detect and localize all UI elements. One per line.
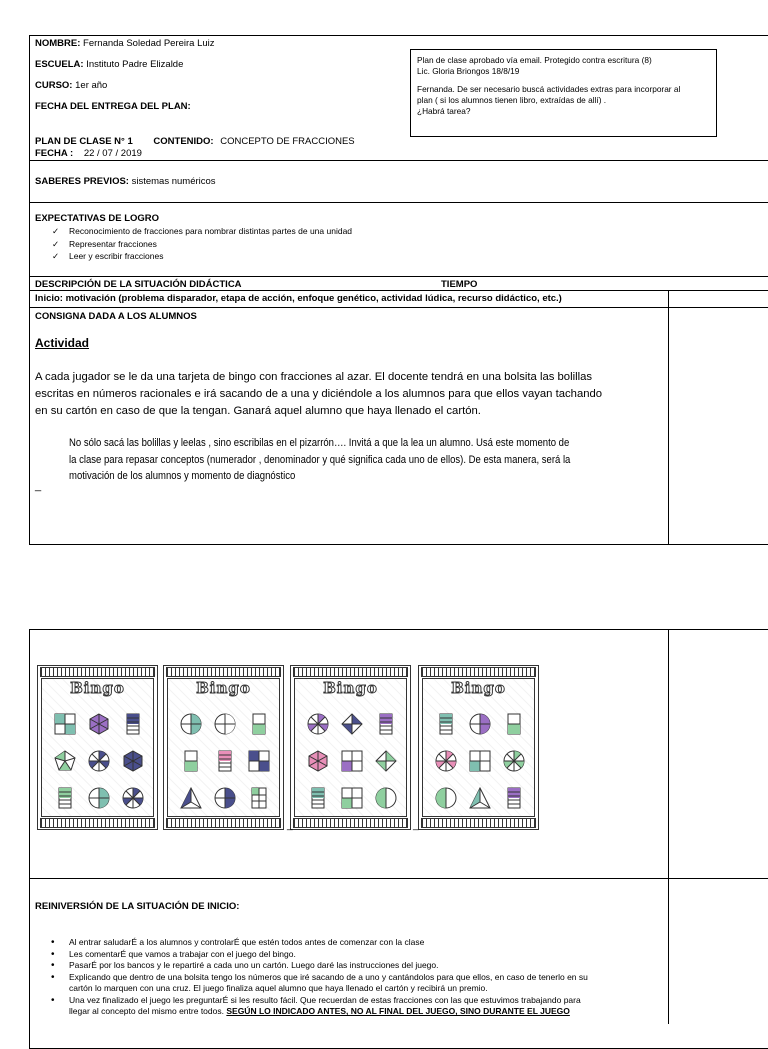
escuela-row — [35, 59, 183, 70]
note-line1: No sólo sacá las bolillas y leelas , sino escribilas en el pizarrón…. Invitá a que la lea un alumno. Usá este momento de — [69, 437, 570, 449]
fraction-shape-icon — [242, 705, 276, 742]
curso-value: 1er año — [75, 80, 108, 91]
approval-line1: Plan de clase aprobado vía email. Protegido contra escritura (8) — [417, 55, 652, 65]
reinversion-label: REINIVERSIÓN DE LA SITUACIÓN DE INICIO: — [35, 901, 240, 912]
expectativas-label: EXPECTATIVAS DE LOGRO — [35, 213, 160, 224]
fraction-shape-icon — [116, 779, 150, 816]
card-border-strip — [421, 818, 536, 828]
fraction-shape-icon — [48, 705, 82, 742]
card-border-strip — [40, 818, 155, 828]
fraction-shape-icon — [301, 779, 335, 816]
bingo-grid — [48, 705, 150, 816]
dash-mark: _ — [35, 480, 42, 492]
bingo-card — [163, 665, 284, 830]
fraction-shape-icon — [242, 779, 276, 816]
note-line2: la clase para repasar conceptos (numerador , denominador y qué significa cada uno de ellos). De esta manera, será la — [69, 453, 571, 466]
fraction-shape-icon — [429, 705, 463, 742]
list-item: ✓ Representar fracciones — [35, 238, 352, 251]
consigna-label: CONSIGNA DADA A LOS ALUMNOS — [35, 311, 197, 322]
bingo-title: Bingo — [196, 679, 251, 697]
divider — [29, 202, 768, 203]
fecha-row — [35, 148, 142, 159]
fraction-shape-icon — [369, 779, 403, 816]
bingo-title: Bingo — [70, 679, 125, 697]
fraction-shape-icon — [174, 705, 208, 742]
fraction-shape-icon — [497, 705, 531, 742]
card-border-strip — [166, 818, 281, 828]
divider — [29, 276, 768, 277]
fraction-shape-icon — [48, 779, 82, 816]
card-border-strip — [166, 667, 281, 677]
actividad-title: Actividad — [35, 336, 90, 350]
contenido-value: CONCEPTO DE FRACCIONES — [220, 136, 355, 147]
tiempo-label: TIEMPO — [441, 279, 478, 290]
bingo-card — [418, 665, 539, 830]
card-border-strip — [421, 667, 536, 677]
escuela-value: Instituto Padre Elizalde — [86, 59, 184, 70]
fraction-shape-icon — [301, 705, 335, 742]
bingo-card — [37, 665, 158, 830]
note-line3: motivación de los alumnos y momento de diagnóstico — [69, 470, 296, 482]
fecha-entrega-label: FECHA DEL ENTREGA DEL PLAN: — [35, 101, 191, 112]
fraction-shape-icon — [82, 779, 116, 816]
bingo-card — [290, 665, 411, 830]
plan-label: PLAN DE CLASE N° 1 — [35, 136, 133, 147]
underscore-mark: _ — [287, 820, 293, 831]
approval-note — [410, 49, 717, 137]
fraction-shape-icon — [242, 742, 276, 779]
fraction-shape-icon — [82, 742, 116, 779]
approval-line3: Fernanda. De ser necesario buscá actividades extras para incorporar al — [417, 84, 681, 94]
list-item: • PasarÉ por los bancos y le repartiré a cada uno un cartón. Luego daré las instrucciones del juego. — [35, 960, 675, 972]
saberes-row — [35, 176, 216, 187]
fraction-shape-icon — [116, 742, 150, 779]
fraction-shape-icon — [208, 742, 242, 779]
fraction-shape-icon — [335, 705, 369, 742]
fraction-shape-icon — [369, 705, 403, 742]
bingo-grid — [174, 705, 276, 816]
reinversion-list — [35, 937, 675, 1018]
divider — [29, 307, 768, 308]
inicio-text: Inicio: motivación (problema disparador, etapa de acción, enfoque genético, actividad lúdica, recurso didáctico, etc.) — [35, 293, 562, 304]
fecha-label: FECHA : — [35, 148, 74, 159]
fraction-shape-icon — [208, 705, 242, 742]
fraction-shape-icon — [463, 742, 497, 779]
bingo-grid — [301, 705, 403, 816]
fraction-shape-icon — [82, 705, 116, 742]
nombre-row — [35, 38, 215, 49]
divider — [29, 878, 768, 879]
expectativas-list — [35, 225, 352, 263]
saberes-value: sistemas numéricos — [131, 176, 216, 187]
approval-line4: plan ( si los alumnos tienen libro, extraídas de allí) . — [417, 95, 607, 105]
card-body — [422, 678, 535, 817]
card-body — [41, 678, 154, 817]
teacher-note — [69, 435, 570, 485]
fraction-shape-icon — [174, 742, 208, 779]
list-item-continuation — [35, 983, 675, 995]
list-item: • Les comentarÉ que vamos a trabajar con el juego del bingo. — [35, 949, 675, 961]
tiempo-column-line — [668, 290, 669, 545]
reinversion-tail: SEGÚN LO INDICADO ANTES, NO AL FINAL DEL JUEGO, SINO DURANTE EL JUEGO — [226, 1006, 570, 1016]
fraction-shape-icon — [208, 779, 242, 816]
actividad-line2: escritas en números racionales e irá sacando de a una y diciéndole a los alumnos para que ellos vayan tachando — [35, 388, 603, 400]
continuation-text: cartón lo marquen con una cruz. El juego finaliza aquel alumno que haya llenado el cartón y recibirá un premio. — [69, 983, 488, 993]
fraction-shape-icon — [463, 705, 497, 742]
continuation-text: llegar al concepto del mismo entre todos. — [69, 1006, 224, 1016]
list-item-continuation — [35, 1006, 675, 1018]
plan-row — [35, 136, 355, 147]
actividad-line1: A cada jugador se le da una tarjeta de bingo con fracciones al azar. El docente tendrá en una bolsita las bolillas — [35, 371, 593, 383]
list-item: • Al entrar saludarÉ a los alumnos y controlarÉ que estén todos antes de comenzar con la clase — [35, 937, 675, 949]
fraction-shape-icon — [429, 742, 463, 779]
fraction-shape-icon — [369, 742, 403, 779]
fraction-shape-icon — [497, 779, 531, 816]
contenido-label: CONTENIDO: — [153, 136, 214, 147]
underscore-mark: _ — [413, 820, 419, 831]
list-item: ✓ Reconocimiento de fracciones para nombrar distintas partes de una unidad — [35, 225, 352, 238]
approval-line2: Lic. Gloria Briongos 18/8/19 — [417, 66, 520, 76]
card-body — [294, 678, 407, 817]
card-body — [167, 678, 280, 817]
descripcion-label: DESCRIPCIÓN DE LA SITUACIÓN DIDÁCTICA — [35, 279, 242, 290]
curso-row — [35, 80, 107, 91]
fraction-shape-icon — [335, 742, 369, 779]
fraction-shape-icon — [116, 705, 150, 742]
fraction-shape-icon — [463, 779, 497, 816]
card-border-strip — [40, 667, 155, 677]
actividad-line3: en su cartón en caso de que la tengan. Ganará aquel alumno que haya llenado el cartón. — [35, 405, 481, 417]
list-item: • Explicando que dentro de una bolsita tengo los números que iré sacando de a uno y cantándolos para que ellos, en caso de tenerlo en su — [35, 972, 675, 984]
divider — [29, 160, 768, 161]
saberes-label: SABERES PREVIOS: — [35, 176, 129, 187]
list-item: • Una vez finalizado el juego les preguntarÉ si les resulto fácil. Que recuerdan de estas fracciones con las que estuvimos trabajando para — [35, 995, 675, 1007]
fraction-shape-icon — [497, 742, 531, 779]
actividad-body — [35, 369, 667, 420]
nombre-value: Fernanda Soledad Pereira Luiz — [83, 38, 215, 49]
fraction-shape-icon — [429, 779, 463, 816]
approval-line5: ¿Habrá tarea? — [417, 106, 471, 116]
fraction-shape-icon — [301, 742, 335, 779]
card-border-strip — [293, 818, 408, 828]
fecha-value: 22 / 07 / 2019 — [83, 148, 142, 159]
escuela-label: ESCUELA: — [35, 59, 84, 70]
bingo-title: Bingo — [323, 679, 378, 697]
fraction-shape-icon — [335, 779, 369, 816]
fraction-shape-icon — [48, 742, 82, 779]
curso-label: CURSO: — [35, 80, 73, 91]
fraction-shape-icon — [174, 779, 208, 816]
divider — [29, 290, 768, 291]
card-border-strip — [293, 667, 408, 677]
list-item: ✓ Leer y escribir fracciones — [35, 250, 352, 263]
bingo-grid — [429, 705, 531, 816]
bingo-title: Bingo — [451, 679, 506, 697]
nombre-label: NOMBRE: — [35, 38, 81, 49]
